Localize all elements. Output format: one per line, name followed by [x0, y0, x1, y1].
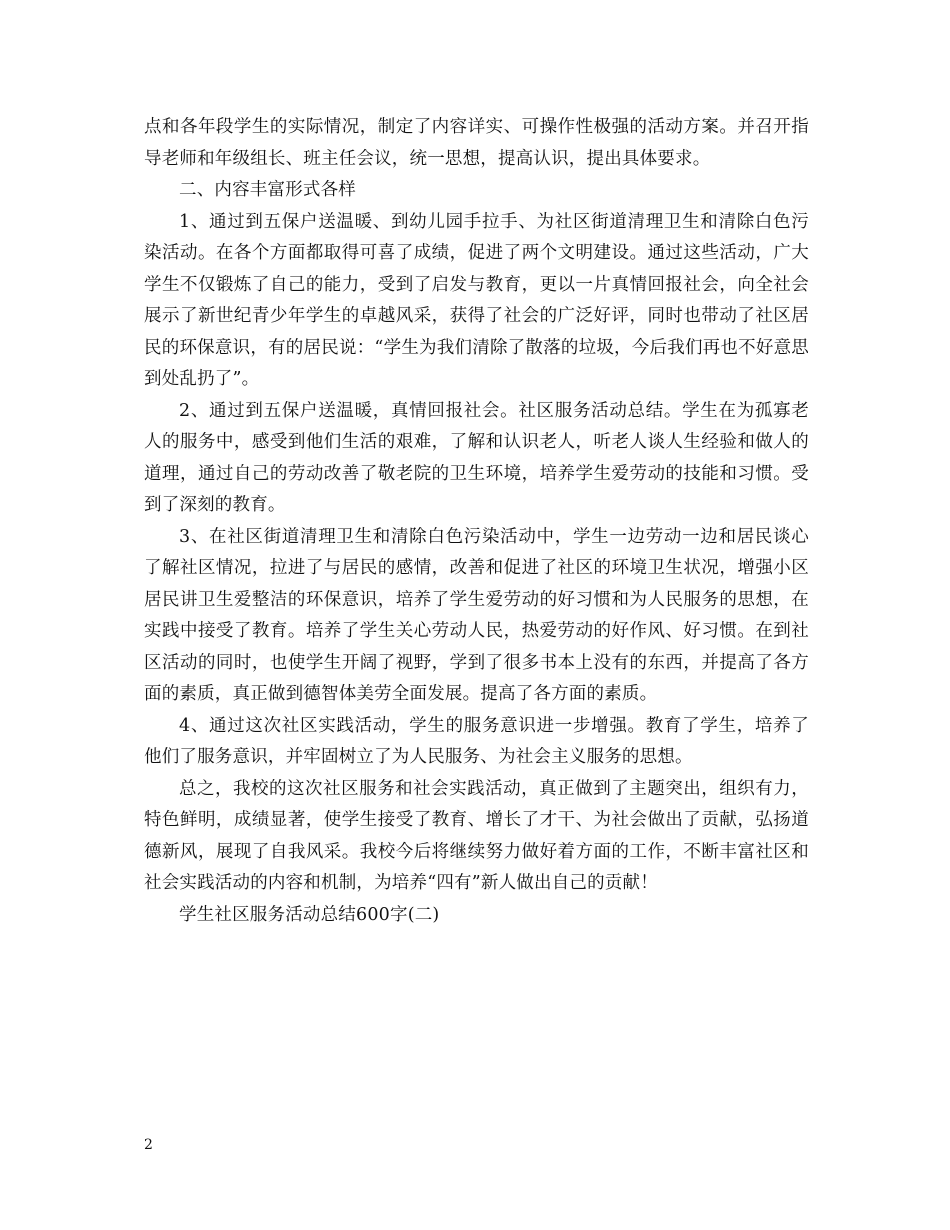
- paragraph-item-3: 3、在社区街道清理卫生和清除白色污染活动中，学生一边劳动一边和居民谈心了解社区情况，拉进了与居民的感情，改善和促进了社区的环境卫生状况，增强小区居民讲卫生爱整洁的环保意识，培养了学生爱劳动的好习惯和为人民服务的思想，在实践中接受了教育。培养了学生关心劳动人民，热爱劳动的好作风、好习惯。在到社区活动的同时，也使学生开阔了视野，学到了很多书本上没有的东西，并提高了各方面的素质，真正做到德智体美劳全面发展。提高了各方面的素质。: [144, 526, 809, 704]
- paragraph-item-4: 4、通过这次社区实践活动，学生的服务意识进一步增强。教育了学生，培养了他们了服务意识，并牢固树立了为人民服务、为社会主义服务的思想。: [144, 715, 809, 767]
- page-number: 2: [144, 1137, 153, 1153]
- paragraph-item-2: 2、通过到五保户送温暖，真情回报社会。社区服务活动总结。学生在为孤寡老人的服务中，感受到他们生活的艰难，了解和认识老人，听老人谈人生经验和做人的道理，通过自己的劳动改善了敬老院的卫生环境，培养学生爱劳动的技能和习惯。受到了深刻的教育。: [144, 400, 809, 515]
- paragraph-continuation: 点和各年段学生的实际情况，制定了内容详实、可操作性极强的活动方案。并召开指导老师和年级组长、班主任会议，统一思想，提高认识，提出具体要求。: [144, 117, 809, 169]
- section-heading: 二、内容丰富形式各样: [179, 180, 356, 200]
- next-section-title: 学生社区服务活动总结600字(二): [179, 904, 440, 925]
- document-body: [144, 112, 809, 931]
- paragraph-item-1: 1、通过到五保户送温暖、到幼儿园手拉手、为社区街道清理卫生和清除白色污染活动。在各个方面都取得可喜了成绩，促进了两个文明建设。通过这些活动，广大学生不仅锻炼了自己的能力，受到了启发与教育，更以一片真情回报社会，向全社会展示了新世纪青少年学生的卓越风采，获得了社会的广泛好评，同时也带动了社区居民的环保意识，有的居民说：“学生为我们清除了散落的垃圾，今后我们再也不好意思到处乱扔了”。: [144, 211, 809, 389]
- paragraph-conclusion: 总之，我校的这次社区服务和社会实践活动，真正做到了主题突出，组织有力，特色鲜明，成绩显著，使学生接受了教育、增长了才干、为社会做出了贡献，弘扬道德新风，展现了自我风采。我校今后将继续努力做好着方面的工作，不断丰富社区和社会实践活动的内容和机制，为培养“四有”新人做出自己的贡献！: [144, 778, 809, 893]
